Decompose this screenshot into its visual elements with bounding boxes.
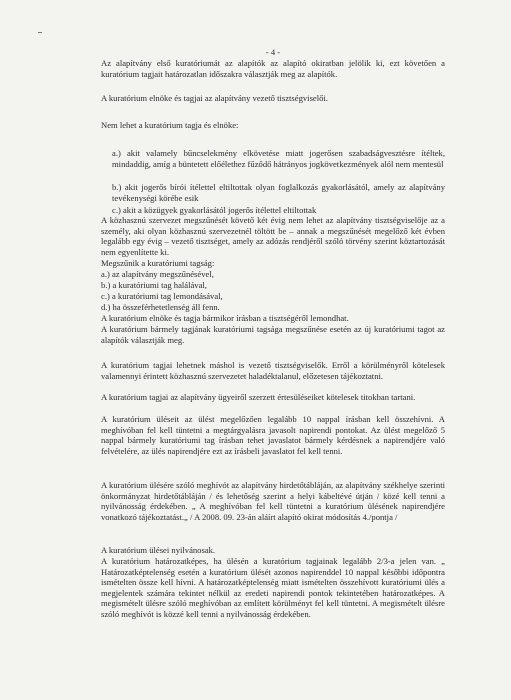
paragraph-board-officers: A kuratórium elnöke és tagjai az alapítvány vezető tisztségviselői. (101, 93, 328, 103)
list-item-ineligibility-a: a.) akit valamely bűncselekmény elkövetése miatt jogerősen szabadságvesztésre ítéltek, mindaddig, amíg a büntetett előélethez fűződő hátrányos jogkövetkezmények alól nem mentesül (112, 148, 445, 169)
paragraph-public-meetings: A kuratórium ülései nyilvánosak. (101, 545, 216, 555)
paragraph-confidentiality: A kuratórium tagjai az alapítvány ügyeiről szerzett értesüléseiket kötelesek titokban tartani. (101, 392, 416, 402)
list-item-ends-b: b.) a kuratóriumi tag halálával, (101, 280, 207, 290)
list-item-ends-d: d.) ha összeférhetetlenség áll fenn. (101, 302, 220, 312)
list-item-ineligibility-c: c.) akit a közügyek gyakorlásától jogerős ítélettel eltiltottak (112, 205, 317, 215)
paragraph-post-dissolution: A közhasznú szervezet megszűnését követő két évig nem lehet az alapítvány tisztségviselője az a személy, aki olyan közhasznú szervezetnél töltött be – annak a megszűnését megelőző két évben legalább egy évig – vezető tisztséget, amely az adózás rendjéről szóló törvény szerint köztartozását nem egyenlítette ki. (101, 215, 445, 257)
paragraph-resignation: A kuratórium elnöke és tagja bármikor írásban a tisztségéről lemondhat. (101, 313, 349, 323)
paragraph-ineligibility-intro: Nem lehet a kuratórium tagja és elnöke: (101, 120, 239, 130)
list-item-ends-c: c.) a kuratóriumi tag lemondásával, (101, 291, 223, 301)
paragraph-other-positions: A kuratórium tagjai lehetnek máshol is vezető tisztségviselők. Erről a körülményről kötelesek valamennyi érintett közhasznú szervezetet haladéktalanul, előzetesen tájékoztatni. (101, 360, 445, 381)
paragraph-membership-ends-intro: Megszűnik a kuratóriumi tagság: (101, 258, 215, 268)
paragraph-first-board: Az alapítvány első kuratóriumát az alapítók az alapító okiratban jelölik ki, ezt követően a kuratórium tagjait határozatlan időszakra választják meg az alapítók. (101, 58, 445, 79)
paragraph-convening-meetings: A kuratórium üléseit az ülést megelőzően legalább 10 nappal írásban kell összehívni. A meghívóban fel kell tüntetni a megtárgyalásra javasolt napirendi pontokat. Az ülést megelőző 5 nappal bármely kuratóriumi tag írásban tehet javaslatot bármely kérdésnek a napirendjére való felvételére, az ülés napirendjére ezt az írásbeli javaslatot fel kell tenni. (101, 414, 445, 456)
list-item-ineligibility-b: b.) akit jogerős bírói ítélettel eltiltottak olyan foglalkozás gyakorlásától, amely az alapítvány tevékenységi körébe esik (112, 182, 445, 203)
paragraph-invitation-notice: A kuratórium ülésére szóló meghívót az alapítvány hirdetőtábláján, az alapítvány székhelye szerinti önkormányzat hirdetőtábláján / és lehetőség szerint a helyi kábeltévé útján / közé kell tenni a nyilvánosság érdekében. „ A meghívóban fel kell tüntetni a kuratórium ülésének napirendjére vonatkozó tájékoztatást.„ / A 2008. 09. 23-án aláírt alapító okirat módosítás 4./pontja / (101, 480, 445, 522)
paragraph-new-member: A kuratórium bármely tagjának kuratóriumi tagsága megszűnése esetén az új kuratóriumi tagot az alapítók választják meg. (101, 324, 445, 345)
scan-artifact (38, 32, 42, 33)
page-number: - 4 - (265, 47, 281, 57)
list-item-ends-a: a.) az alapítvány megszűnésével, (101, 269, 214, 279)
paragraph-quorum: A kuratórium határozatképes, ha ülésén a kuratórium tagjainak legalább 2/3-a jelen van. „ Határozatképtelenség esetén a kuratórium ülését azonos napirenddel 10 nappal későbbi időpontra ismételten össze kell hívni. A határozatképtelenség miatt ismételten összehívott kuratóriumi ülés a megjelentek számára tekintet nélkül az eredeti napirendi pontok tekintetében határozatképes. A megismételt ülésre szóló meghívóban az említett körülményt fel kell tüntetni. A megismételt ülésre szóló meghívót is közzé kell tenni a nyilvánosság érdekében. (101, 556, 445, 619)
